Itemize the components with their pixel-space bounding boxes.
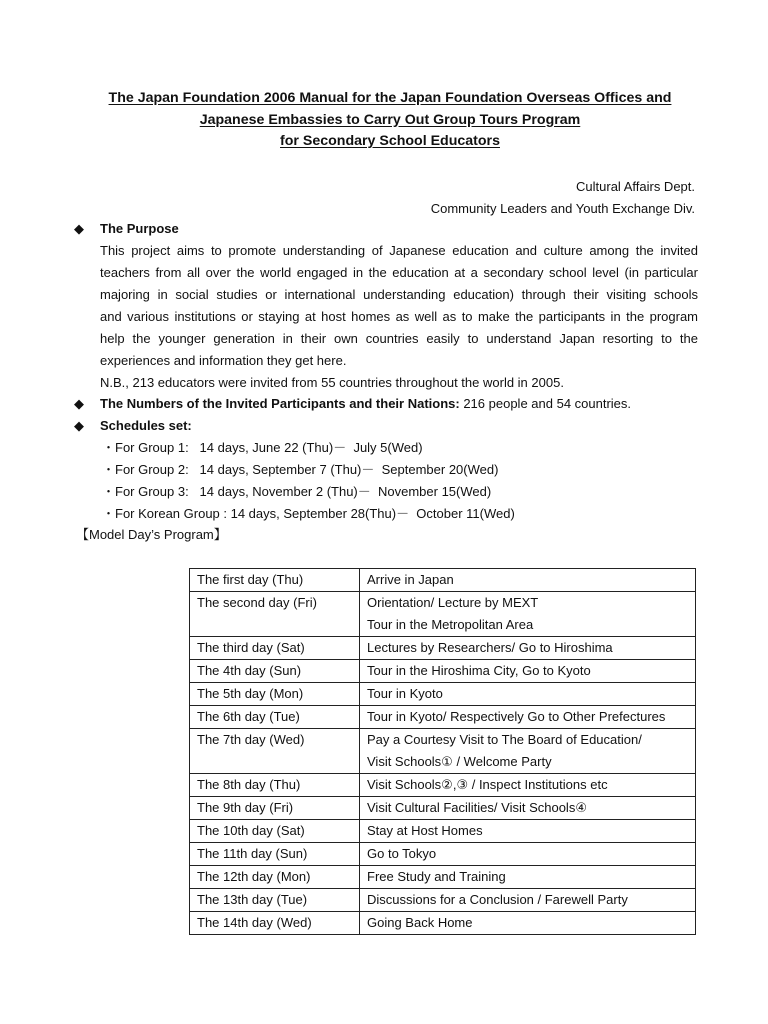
schedule-item-group-3: ・For Group 3: 14 days, November 2 (Thu)－ November 15(Wed) — [102, 483, 492, 499]
table-row — [190, 637, 696, 660]
activity-text: Lectures by Researchers/ Go to Hiroshima — [367, 640, 613, 655]
purpose-heading: The Purpose — [100, 221, 179, 236]
table-row — [190, 912, 696, 935]
schedule-item-group-2: ・For Group 2: 14 days, September 7 (Thu)－ September 20(Wed) — [102, 461, 499, 477]
purpose-line: help the younger generation in their own countries easily to understand Japan resorting to the — [100, 330, 698, 346]
table-row — [190, 889, 696, 912]
table-row — [190, 843, 696, 866]
day-cell: The 7th day (Wed) — [190, 729, 360, 774]
activity-text: Tour in the Hiroshima City, Go to Kyoto — [367, 663, 591, 678]
participants-row — [74, 393, 698, 415]
day-cell: The 5th day (Mon) — [190, 683, 360, 706]
activity-text: Pay a Courtesy Visit to The Board of Education/ — [367, 732, 642, 747]
purpose-heading-row — [74, 218, 698, 240]
table-row — [190, 660, 696, 683]
day-cell: The 9th day (Fri) — [190, 797, 360, 820]
day-cell: The 12th day (Mon) — [190, 866, 360, 889]
table-row — [190, 774, 696, 797]
activity-text: Visit Cultural Facilities/ Visit Schools④ — [367, 800, 587, 815]
activity-cell — [360, 843, 696, 866]
activity-text: Orientation/ Lecture by MEXT — [367, 595, 539, 610]
schedule-item-group-1: ・For Group 1: 14 days, June 22 (Thu)－ July 5(Wed) — [102, 439, 423, 455]
participants-heading: The Numbers of the Invited Participants and their Nations: — [100, 396, 460, 411]
division-name: Community Leaders and Youth Exchange Div. — [430, 200, 695, 216]
activity-text: Arrive in Japan — [367, 572, 454, 587]
activity-cell — [360, 683, 696, 706]
activity-text: Visit Schools① / Welcome Party — [367, 754, 552, 769]
table-row — [190, 706, 696, 729]
day-cell: The third day (Sat) — [190, 637, 360, 660]
day-cell: The 13th day (Tue) — [190, 889, 360, 912]
diamond-bullet-icon: ◆ — [74, 418, 84, 433]
participants-value: 216 people and 54 countries. — [459, 396, 632, 411]
activity-cell — [360, 912, 696, 935]
activity-cell — [360, 774, 696, 797]
activity-cell — [360, 866, 696, 889]
activity-text: Discussions for a Conclusion / Farewell Party — [367, 892, 628, 907]
title-line-2: Japanese Embassies to Carry Out Group Tours Program — [199, 111, 581, 128]
day-cell: The first day (Thu) — [190, 569, 360, 592]
title-line-3: for Secondary School Educators — [280, 133, 500, 149]
purpose-line: teachers from all over the world engaged in the education at a secondary school level (in particular — [100, 264, 698, 280]
participants-section — [74, 393, 698, 415]
purpose-line: majoring in social studies or international understanding education) through their visiting schools — [100, 286, 698, 302]
purpose-line: This project aims to promote understanding of Japanese education and culture among the invited — [100, 242, 698, 258]
day-cell: The 8th day (Thu) — [190, 774, 360, 797]
activity-text: Tour in Kyoto/ Respectively Go to Other Prefectures — [367, 709, 666, 724]
activity-text: Go to Tokyo — [367, 846, 437, 861]
table-row — [190, 729, 696, 774]
activity-text: Tour in Kyoto — [367, 686, 443, 701]
table-row — [190, 820, 696, 843]
activity-cell — [360, 569, 696, 592]
purpose-section — [74, 218, 698, 394]
activity-cell — [360, 820, 696, 843]
activity-cell — [360, 637, 696, 660]
table-row — [190, 592, 696, 637]
table-row — [190, 797, 696, 820]
purpose-note: N.B., 213 educators were invited from 55 countries throughout the world in 2005. — [100, 374, 564, 390]
activity-text: Free Study and Training — [367, 869, 506, 884]
activity-text: Stay at Host Homes — [367, 823, 483, 838]
department-name: Cultural Affairs Dept. — [576, 179, 695, 194]
purpose-line: and various institutions or staying at host homes as well as to make the participants in the program — [100, 308, 698, 324]
day-cell: The 10th day (Sat) — [190, 820, 360, 843]
purpose-line: experiences and information they get here. — [100, 352, 347, 368]
activity-cell — [360, 706, 696, 729]
table-row — [190, 683, 696, 706]
day-cell: The 14th day (Wed) — [190, 912, 360, 935]
day-cell: The 11th day (Sun) — [190, 843, 360, 866]
schedules-section — [74, 415, 698, 525]
table-row — [190, 569, 696, 592]
table-row — [190, 866, 696, 889]
day-cell: The second day (Fri) — [190, 592, 360, 637]
day-cell: The 4th day (Sun) — [190, 660, 360, 683]
title-line-1: The Japan Foundation 2006 Manual for the Japan Foundation Overseas Offices and — [108, 90, 672, 106]
activity-cell — [360, 889, 696, 912]
activity-text: Visit Schools②,③ / Inspect Institutions etc — [367, 777, 608, 792]
activity-text: Tour in the Metropolitan Area — [367, 617, 534, 632]
schedules-heading: Schedules set: — [100, 418, 192, 433]
model-program-table — [189, 568, 696, 935]
diamond-bullet-icon: ◆ — [74, 221, 84, 236]
schedules-heading-row — [74, 415, 698, 437]
activity-cell — [360, 592, 696, 637]
diamond-bullet-icon: ◆ — [74, 396, 84, 411]
activity-cell — [360, 797, 696, 820]
department-info — [431, 176, 695, 219]
activity-text: Going Back Home — [367, 915, 473, 930]
purpose-paragraph — [74, 240, 698, 394]
model-program-label: 【Model Day’s Program】 — [76, 527, 227, 542]
schedule-item-korean-group: ・For Korean Group : 14 days, September 28(Thu)－ October 11(Wed) — [102, 505, 515, 521]
day-cell: The 6th day (Tue) — [190, 706, 360, 729]
activity-cell — [360, 729, 696, 774]
document-title — [70, 88, 710, 153]
activity-cell — [360, 660, 696, 683]
